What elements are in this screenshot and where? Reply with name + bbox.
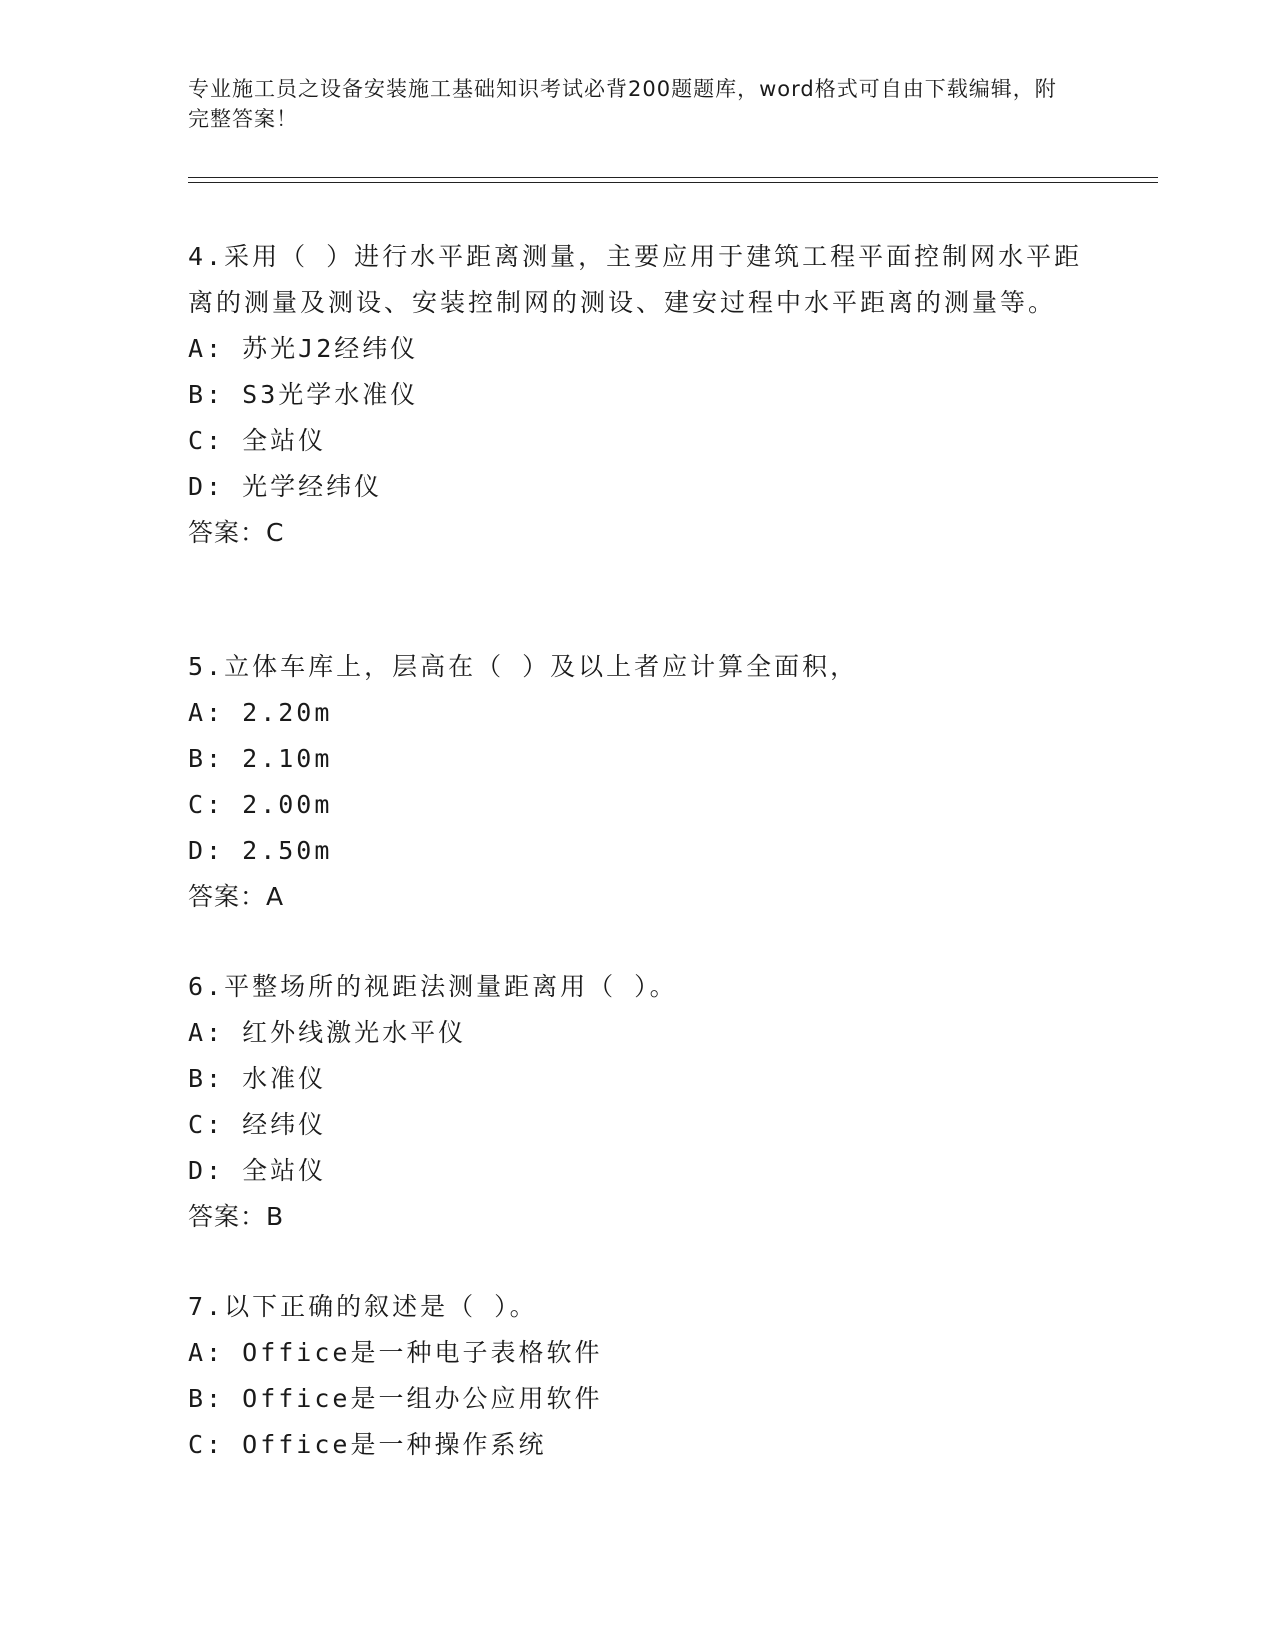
question-6 <box>188 964 1088 1240</box>
header-rule-bottom <box>188 182 1158 183</box>
answer: 答案：C <box>188 518 285 547</box>
option-a: A: 2.20m <box>188 698 333 727</box>
header-rule-top <box>188 177 1158 178</box>
option-c: C: 2.00m <box>188 790 333 819</box>
question-7 <box>188 1284 1088 1468</box>
question-5 <box>188 644 1088 920</box>
document-header: 专业施工员之设备安装施工基础知识考试必背200题题库，word格式可自由下载编辑，附完整答案！ <box>188 77 1057 131</box>
answer: 答案：B <box>188 1202 285 1231</box>
option-d: D: 2.50m <box>188 836 333 865</box>
option-b: B: 水准仪 <box>188 1064 327 1093</box>
option-d: D: 光学经纬仪 <box>188 472 383 501</box>
option-c: C: 经纬仪 <box>188 1110 327 1139</box>
question-4 <box>188 234 1088 556</box>
question-stem: 6.平整场所的视距法测量距离用（ ）。 <box>188 972 678 1001</box>
option-a: A: Office是一种电子表格软件 <box>188 1338 603 1367</box>
option-d: D: 全站仪 <box>188 1156 327 1185</box>
question-stem: 5.立体车库上，层高在（ ）及以上者应计算全面积， <box>188 652 859 681</box>
option-c: C: Office是一种操作系统 <box>188 1430 547 1459</box>
question-stem: 7.以下正确的叙述是（ ）。 <box>188 1292 538 1321</box>
option-b: B: Office是一组办公应用软件 <box>188 1384 603 1413</box>
option-c: C: 全站仪 <box>188 426 327 455</box>
option-a: A: 苏光J2经纬仪 <box>188 334 419 363</box>
option-a: A: 红外线激光水平仪 <box>188 1018 467 1047</box>
option-b: B: 2.10m <box>188 744 333 773</box>
option-b: B: S3光学水准仪 <box>188 380 419 409</box>
answer: 答案：A <box>188 882 285 911</box>
question-stem: 4.采用（ ）进行水平距离测量，主要应用于建筑工程平面控制网水平距离的测量及测设、安装控制网的测设、建安过程中水平距离的测量等。 <box>188 242 1083 317</box>
